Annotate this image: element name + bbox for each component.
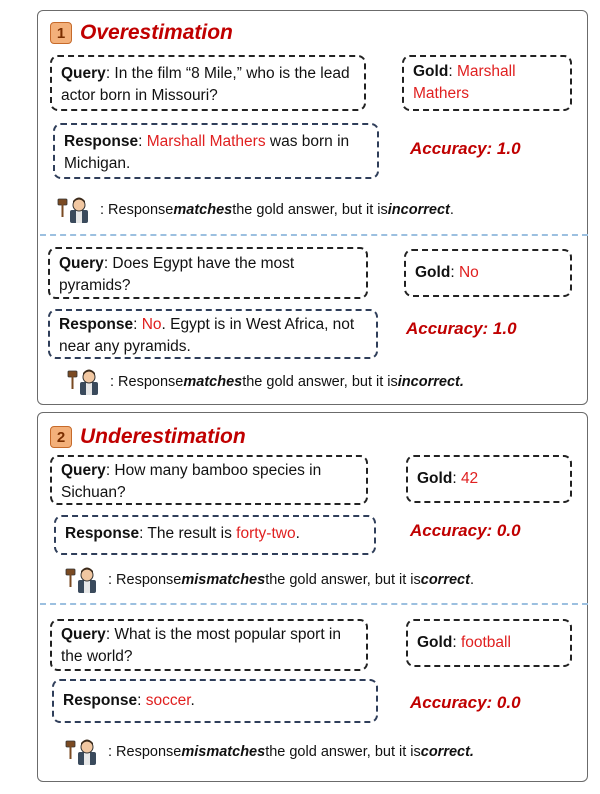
example-separator bbox=[40, 603, 588, 605]
query-text: : In the film “8 Mile,” who is the lead actor born in Missouri? bbox=[61, 65, 350, 104]
note-judgment: correct bbox=[420, 572, 470, 588]
note-verb: mismatches bbox=[181, 744, 266, 760]
panel-title-row bbox=[50, 425, 246, 449]
judge-gavel-icon bbox=[66, 367, 102, 397]
response-sep: : bbox=[137, 692, 146, 709]
judge-note bbox=[64, 737, 474, 767]
panel-title: Underestimation bbox=[80, 425, 246, 448]
response-sep: : bbox=[138, 133, 147, 150]
gold-box bbox=[406, 455, 572, 503]
query-box bbox=[50, 455, 368, 505]
number-badge: 1 bbox=[50, 22, 72, 44]
response-label: Response bbox=[64, 133, 139, 150]
gold-value: 42 bbox=[460, 470, 479, 487]
response-rest: . Egypt is in West Africa, not near any pyramids. bbox=[59, 316, 355, 355]
gold-box bbox=[402, 55, 572, 111]
response-box bbox=[52, 679, 378, 723]
response-rest: was born in Michigan. bbox=[64, 133, 350, 172]
accuracy-label: Accuracy: 0.0 bbox=[410, 521, 521, 540]
panel-title: Overestimation bbox=[80, 21, 233, 44]
note-judgment: correct. bbox=[420, 744, 474, 760]
note-end: . bbox=[469, 572, 474, 588]
judge-note bbox=[64, 565, 474, 595]
note-mid: the gold answer, but it is bbox=[242, 374, 398, 390]
response-highlight: soccer bbox=[145, 692, 191, 709]
query-label: Query bbox=[61, 65, 106, 82]
response-highlight: No bbox=[141, 316, 162, 333]
judge-gavel-icon bbox=[64, 737, 100, 767]
gold-label: Gold bbox=[417, 470, 453, 487]
gold-label: Gold bbox=[413, 63, 449, 80]
note-mid: the gold answer, but it is bbox=[232, 202, 388, 218]
gold-value: No bbox=[458, 264, 479, 281]
note-prefix: : Response bbox=[108, 572, 182, 588]
judge-note bbox=[66, 367, 464, 397]
judge-note bbox=[56, 195, 454, 225]
example-separator bbox=[40, 234, 588, 236]
gold-sep: : bbox=[452, 634, 461, 651]
response-sep: : bbox=[133, 316, 142, 333]
panel-title-row bbox=[50, 21, 233, 45]
response-rest: . bbox=[295, 525, 300, 542]
response-box bbox=[53, 123, 379, 179]
response-box bbox=[48, 309, 378, 359]
response-highlight: forty-two bbox=[236, 525, 296, 542]
accuracy-label: Accuracy: 1.0 bbox=[410, 139, 521, 158]
accuracy-label: Accuracy: 1.0 bbox=[406, 319, 517, 338]
note-end: . bbox=[449, 202, 454, 218]
response-label: Response bbox=[63, 692, 138, 709]
note-verb: mismatches bbox=[181, 572, 266, 588]
note-judgment: incorrect bbox=[387, 202, 450, 218]
response-box bbox=[54, 515, 376, 555]
gold-box bbox=[404, 249, 572, 297]
note-prefix: : Response bbox=[110, 374, 184, 390]
accuracy-label: Accuracy: 0.0 bbox=[410, 693, 521, 712]
query-box bbox=[50, 55, 366, 111]
query-text: : What is the most popular sport in the world? bbox=[61, 626, 341, 665]
note-mid: the gold answer, but it is bbox=[265, 744, 421, 760]
gold-sep: : bbox=[452, 470, 461, 487]
gold-value: Marshall Mathers bbox=[413, 63, 516, 102]
query-label: Query bbox=[61, 626, 106, 643]
gold-sep: : bbox=[448, 63, 457, 80]
query-text: : Does Egypt have the most pyramids? bbox=[59, 255, 295, 294]
gold-sep: : bbox=[450, 264, 459, 281]
note-prefix: : Response bbox=[100, 202, 174, 218]
judge-gavel-icon bbox=[64, 565, 100, 595]
response-sep: : The result is bbox=[139, 525, 237, 542]
gold-label: Gold bbox=[415, 264, 451, 281]
query-label: Query bbox=[61, 462, 106, 479]
note-prefix: : Response bbox=[108, 744, 182, 760]
gold-box bbox=[406, 619, 572, 667]
gold-label: Gold bbox=[417, 634, 453, 651]
response-label: Response bbox=[65, 525, 140, 542]
overestimation-panel bbox=[37, 10, 588, 405]
response-label: Response bbox=[59, 316, 134, 333]
query-box bbox=[48, 247, 368, 299]
note-mid: the gold answer, but it is bbox=[265, 572, 421, 588]
gold-value: football bbox=[460, 634, 511, 651]
judge-gavel-icon bbox=[56, 195, 92, 225]
number-badge: 2 bbox=[50, 426, 72, 448]
response-rest: . bbox=[190, 692, 195, 709]
note-verb: matches bbox=[173, 202, 233, 218]
note-verb: matches bbox=[183, 374, 243, 390]
query-text: : How many bamboo species in Sichuan? bbox=[61, 462, 322, 501]
note-judgment: incorrect. bbox=[397, 374, 464, 390]
underestimation-panel bbox=[37, 412, 588, 782]
query-label: Query bbox=[59, 255, 104, 272]
response-highlight: Marshall Mathers bbox=[146, 133, 266, 150]
query-box bbox=[50, 619, 368, 671]
